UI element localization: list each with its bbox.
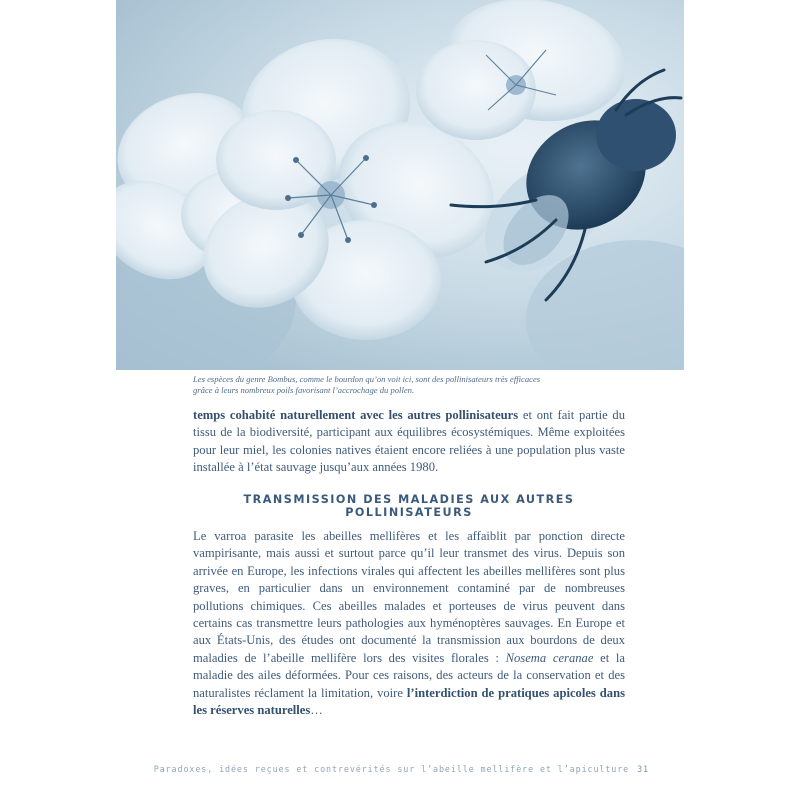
paragraph-2-text-b: et la maladie des ailes déformées. Pour ces raisons, des acteurs de la conservation et des naturalistes réclament la limitation, voire: [193, 650, 625, 700]
page-footer: [154, 764, 649, 774]
paragraph-1-text: et ont fait partie du tissu de la biodiversité, participant aux équilibres écosystémiques. Même exploitées pour leur miel, les colonies natives étaient encore reliées à une population plus vaste installée à l’état sauvage jusqu’aux années 1980.: [193, 408, 626, 475]
caption-line-2: grâce à leurs nombreux poils favorisant l’accrochage du pollen.: [193, 385, 415, 395]
photo-caption: [193, 374, 613, 396]
paragraph-2-bold-tail: l’interdiction de pratiques apicoles dans les réserves naturelles: [193, 685, 625, 718]
paragraph-2-italic-species: Nosema ceranae: [505, 650, 594, 665]
section-heading: TRANSMISSION DES MALADIES AUX AUTRES POLLINISATEURS: [243, 493, 575, 519]
paragraph-2: [193, 528, 625, 719]
bee-on-blossom-illustration: [116, 0, 684, 370]
paragraph-2-text-a: Le varroa parasite les abeilles mellifères et les affaiblit par ponction directe vampirisante, mais aussi et surtout parce qu’il leur transmet des virus. Depuis son arrivée en Europe, les infections virales qui affectent les abeilles mellifères sont plus graves, en particulier dans un environnement contaminé par de nombreuses pollutions chimiques. Ces abeilles malades et porteuses de virus peuvent dans certains cas transmettre leurs pathologies aux hyménoptères sauvages. En Europe et aux États-Unis, des études ont documenté la transmission aux bourdons de deux maladies de l’abeille mellifère lors des visites florales :: [193, 529, 625, 665]
caption-line-1: Les espèces du genre Bombus, comme le bourdon qu’on voit ici, sont des pollinisateurs très efficaces: [193, 374, 541, 384]
page-number: 31: [637, 764, 649, 774]
running-title: Paradoxes, idées reçues et contrevérités sur l’abeille mellifère et l’apiculture: [153, 764, 630, 774]
paragraph-1: [193, 407, 625, 477]
paragraph-1-bold-lead: temps cohabité naturellement avec les autres pollinisateurs: [193, 408, 519, 422]
paragraph-2-ellipsis: …: [310, 703, 323, 718]
bee-photo: [116, 0, 684, 370]
